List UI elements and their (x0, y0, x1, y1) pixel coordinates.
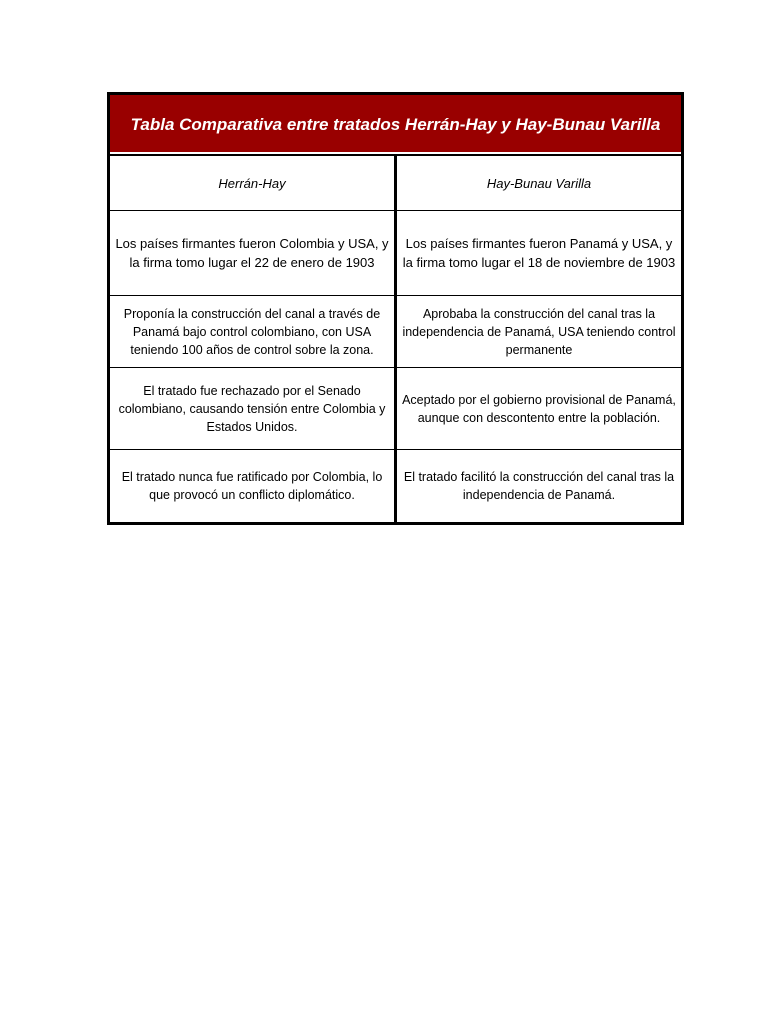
table-title: Tabla Comparativa entre tratados Herrán-Hay y Hay-Bunau Varilla (109, 94, 683, 156)
table-row (109, 211, 683, 296)
table-row (109, 296, 683, 368)
table-row (109, 368, 683, 450)
table-cell: El tratado nunca fue ratificado por Colombia, lo que provocó un conflicto diplomático. (109, 450, 396, 524)
table-cell: El tratado fue rechazado por el Senado colombiano, causando tensión entre Colombia y Estados Unidos. (109, 368, 396, 450)
table-title-row (109, 94, 683, 156)
column-header-row (109, 155, 683, 211)
column-header-hay-bunau-varilla: Hay-Bunau Varilla (396, 155, 683, 211)
table-cell: Proponía la construcción del canal a través de Panamá bajo control colombiano, con USA teniendo 100 años de control sobre la zona. (109, 296, 396, 368)
table-cell: Aceptado por el gobierno provisional de Panamá, aunque con descontento entre la población. (396, 368, 683, 450)
table-cell: Los países firmantes fueron Panamá y USA, y la firma tomo lugar el 18 de noviembre de 1903 (396, 211, 683, 296)
table-cell: Aprobaba la construcción del canal tras la independencia de Panamá, USA teniendo control permanente (396, 296, 683, 368)
column-header-herran-hay: Herrán-Hay (109, 155, 396, 211)
table-row (109, 450, 683, 524)
table-cell: El tratado facilitó la construcción del canal tras la independencia de Panamá. (403, 470, 675, 502)
table-cell: Los países firmantes fueron Colombia y USA, y la firma tomo lugar el 22 de enero de 1903 (109, 211, 396, 296)
comparison-table (107, 92, 684, 525)
